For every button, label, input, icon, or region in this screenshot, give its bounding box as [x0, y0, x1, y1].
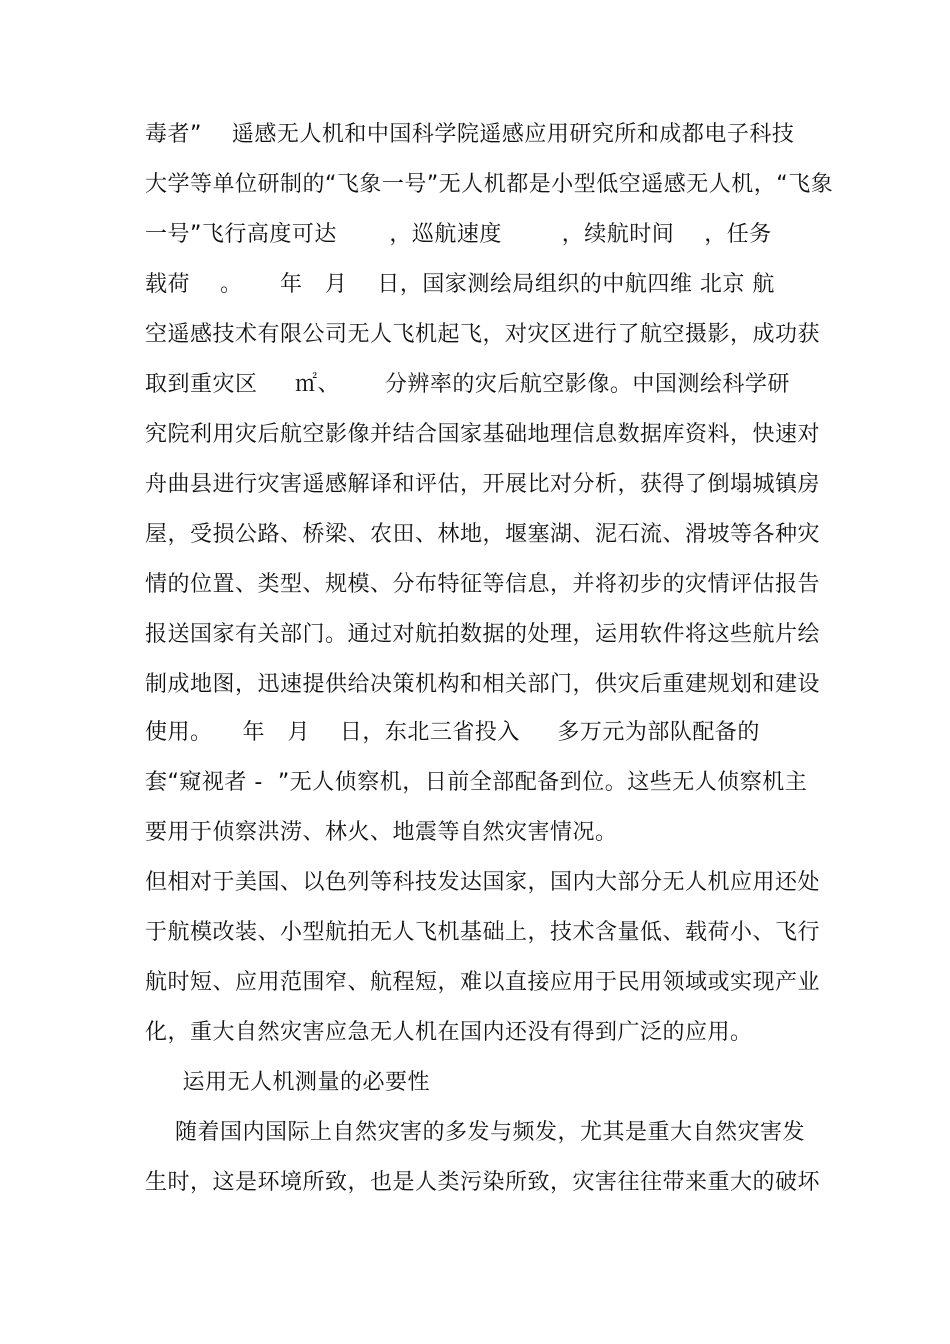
text-line: 取到重灾区 ㎡、 分辨率的灾后航空影像。中国测绘科学研 — [145, 372, 790, 397]
text-line: 但相对于美国、以色列等科技发达国家，国内大部分无人机应用还处 — [145, 870, 821, 895]
text-line: 航时短、应用范围窄、航程短，难以直接应用于民用领域或实现产业 — [145, 970, 821, 995]
text-line: 情的位置、类型、规模、分布特征等信息，并将初步的灾情评估报告 — [145, 572, 821, 597]
section-heading: 运用无人机测量的必要性 — [145, 1070, 430, 1095]
text-line: 空遥感技术有限公司无人飞机起飞，对灾区进行了航空摄影，成功获 — [145, 322, 821, 347]
text-line: 要用于侦察洪涝、林火、地震等自然灾害情况。 — [145, 820, 618, 845]
text-line: 化，重大自然灾害应急无人机在国内还没有得到广泛的应用。 — [145, 1020, 753, 1045]
text-line: 大学等单位研制的“飞象一号”无人机都是小型低空遥感无人机，“飞象 — [145, 172, 834, 197]
text-line: 使用。 年 月 日，东北三省投入 多万元为部队配备的 — [145, 720, 760, 745]
text-line: 报送国家有关部门。通过对航拍数据的处理，运用软件将这些航片绘 — [145, 622, 821, 647]
text-line: 究院利用灾后航空影像并结合国家基础地理信息数据库资料，快速对 — [145, 422, 821, 447]
text-line: 生时，这是环境所致，也是人类污染所致，灾害往往带来重大的破坏 — [145, 1170, 821, 1195]
text-line: 制成地图，迅速提供给决策机构和相关部门，供灾后重建规划和建设 — [145, 672, 821, 697]
text-line: 毒者” 遥感无人机和中国科学院遥感应用研究所和成都电子科技 — [145, 122, 795, 147]
text-line: 套“窥视者 - ”无人侦察机，日前全部配备到位。这些无人侦察机主 — [145, 770, 808, 795]
text-line: 载荷 。 年 月 日，国家测绘局组织的中航四维 北京 航 — [145, 272, 775, 297]
text-line: 舟曲县进行灾害遥感解译和评估，开展比对分析，获得了倒塌城镇房 — [145, 472, 821, 497]
text-line: 随着国内国际上自然灾害的多发与频发，尤其是重大自然灾害发 — [145, 1120, 805, 1145]
text-line: 于航模改装、小型航拍无人飞机基础上，技术含量低、载荷小、飞行 — [145, 920, 821, 945]
text-line: 一号”飞行高度可达 ，巡航速度 ，续航时间 ，任务 — [145, 222, 772, 247]
text-line: 屋，受损公路、桥梁、农田、林地，堰塞湖、泥石流、滑坡等各种灾 — [145, 522, 821, 547]
